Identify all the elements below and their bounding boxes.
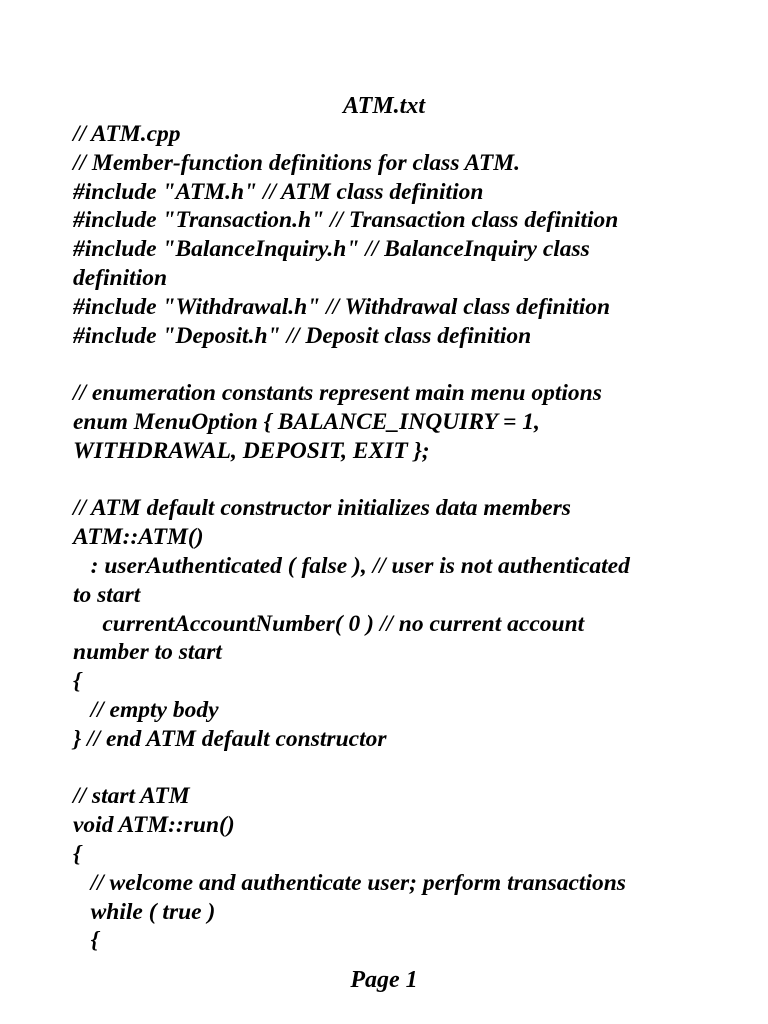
- code-line: to start: [73, 581, 141, 608]
- code-line: currentAccountNumber( 0 ) // no current account: [73, 610, 585, 637]
- blank-line: [73, 754, 713, 783]
- blank-line: [73, 466, 713, 495]
- code-line: {: [73, 668, 82, 695]
- code-line: ATM::ATM(): [73, 524, 204, 551]
- code-line: // start ATM: [73, 783, 190, 810]
- code-listing: [73, 120, 713, 955]
- code-line: {: [73, 840, 82, 867]
- code-line: #include "Transaction.h" // Transaction class definition: [73, 207, 619, 234]
- code-line: // ATM.cpp: [73, 121, 181, 147]
- code-line: : userAuthenticated ( false ), // user is not authenticated: [73, 552, 630, 579]
- code-line: while ( true ): [73, 898, 216, 925]
- blank-line: [73, 350, 713, 379]
- code-line: #include "Withdrawal.h" // Withdrawal class definition: [73, 293, 611, 320]
- code-line: enum MenuOption { BALANCE_INQUIRY = 1,: [73, 408, 540, 435]
- code-line: } // end ATM default constructor: [73, 725, 387, 752]
- code-line: #include "Deposit.h" // Deposit class definition: [73, 322, 532, 349]
- code-line: // enumeration constants represent main menu options: [73, 380, 602, 407]
- code-line: void ATM::run(): [73, 812, 235, 839]
- page-number: Page 1: [350, 967, 418, 993]
- code-line: // ATM default constructor initializes data members: [73, 495, 571, 522]
- code-line: number to start: [73, 639, 222, 666]
- code-line: // Member-function definitions for class ATM.: [73, 149, 520, 176]
- code-line: {: [73, 927, 99, 954]
- code-line: #include "ATM.h" // ATM class definition: [73, 178, 484, 205]
- code-line: definition: [73, 264, 168, 291]
- code-line: // welcome and authenticate user; perform transactions: [73, 869, 626, 896]
- code-line: WITHDRAWAL, DEPOSIT, EXIT };: [73, 437, 430, 464]
- code-line: // empty body: [73, 696, 219, 723]
- code-line: #include "BalanceInquiry.h" // BalanceInquiry class: [73, 236, 590, 263]
- document-title: ATM.txt: [342, 93, 426, 119]
